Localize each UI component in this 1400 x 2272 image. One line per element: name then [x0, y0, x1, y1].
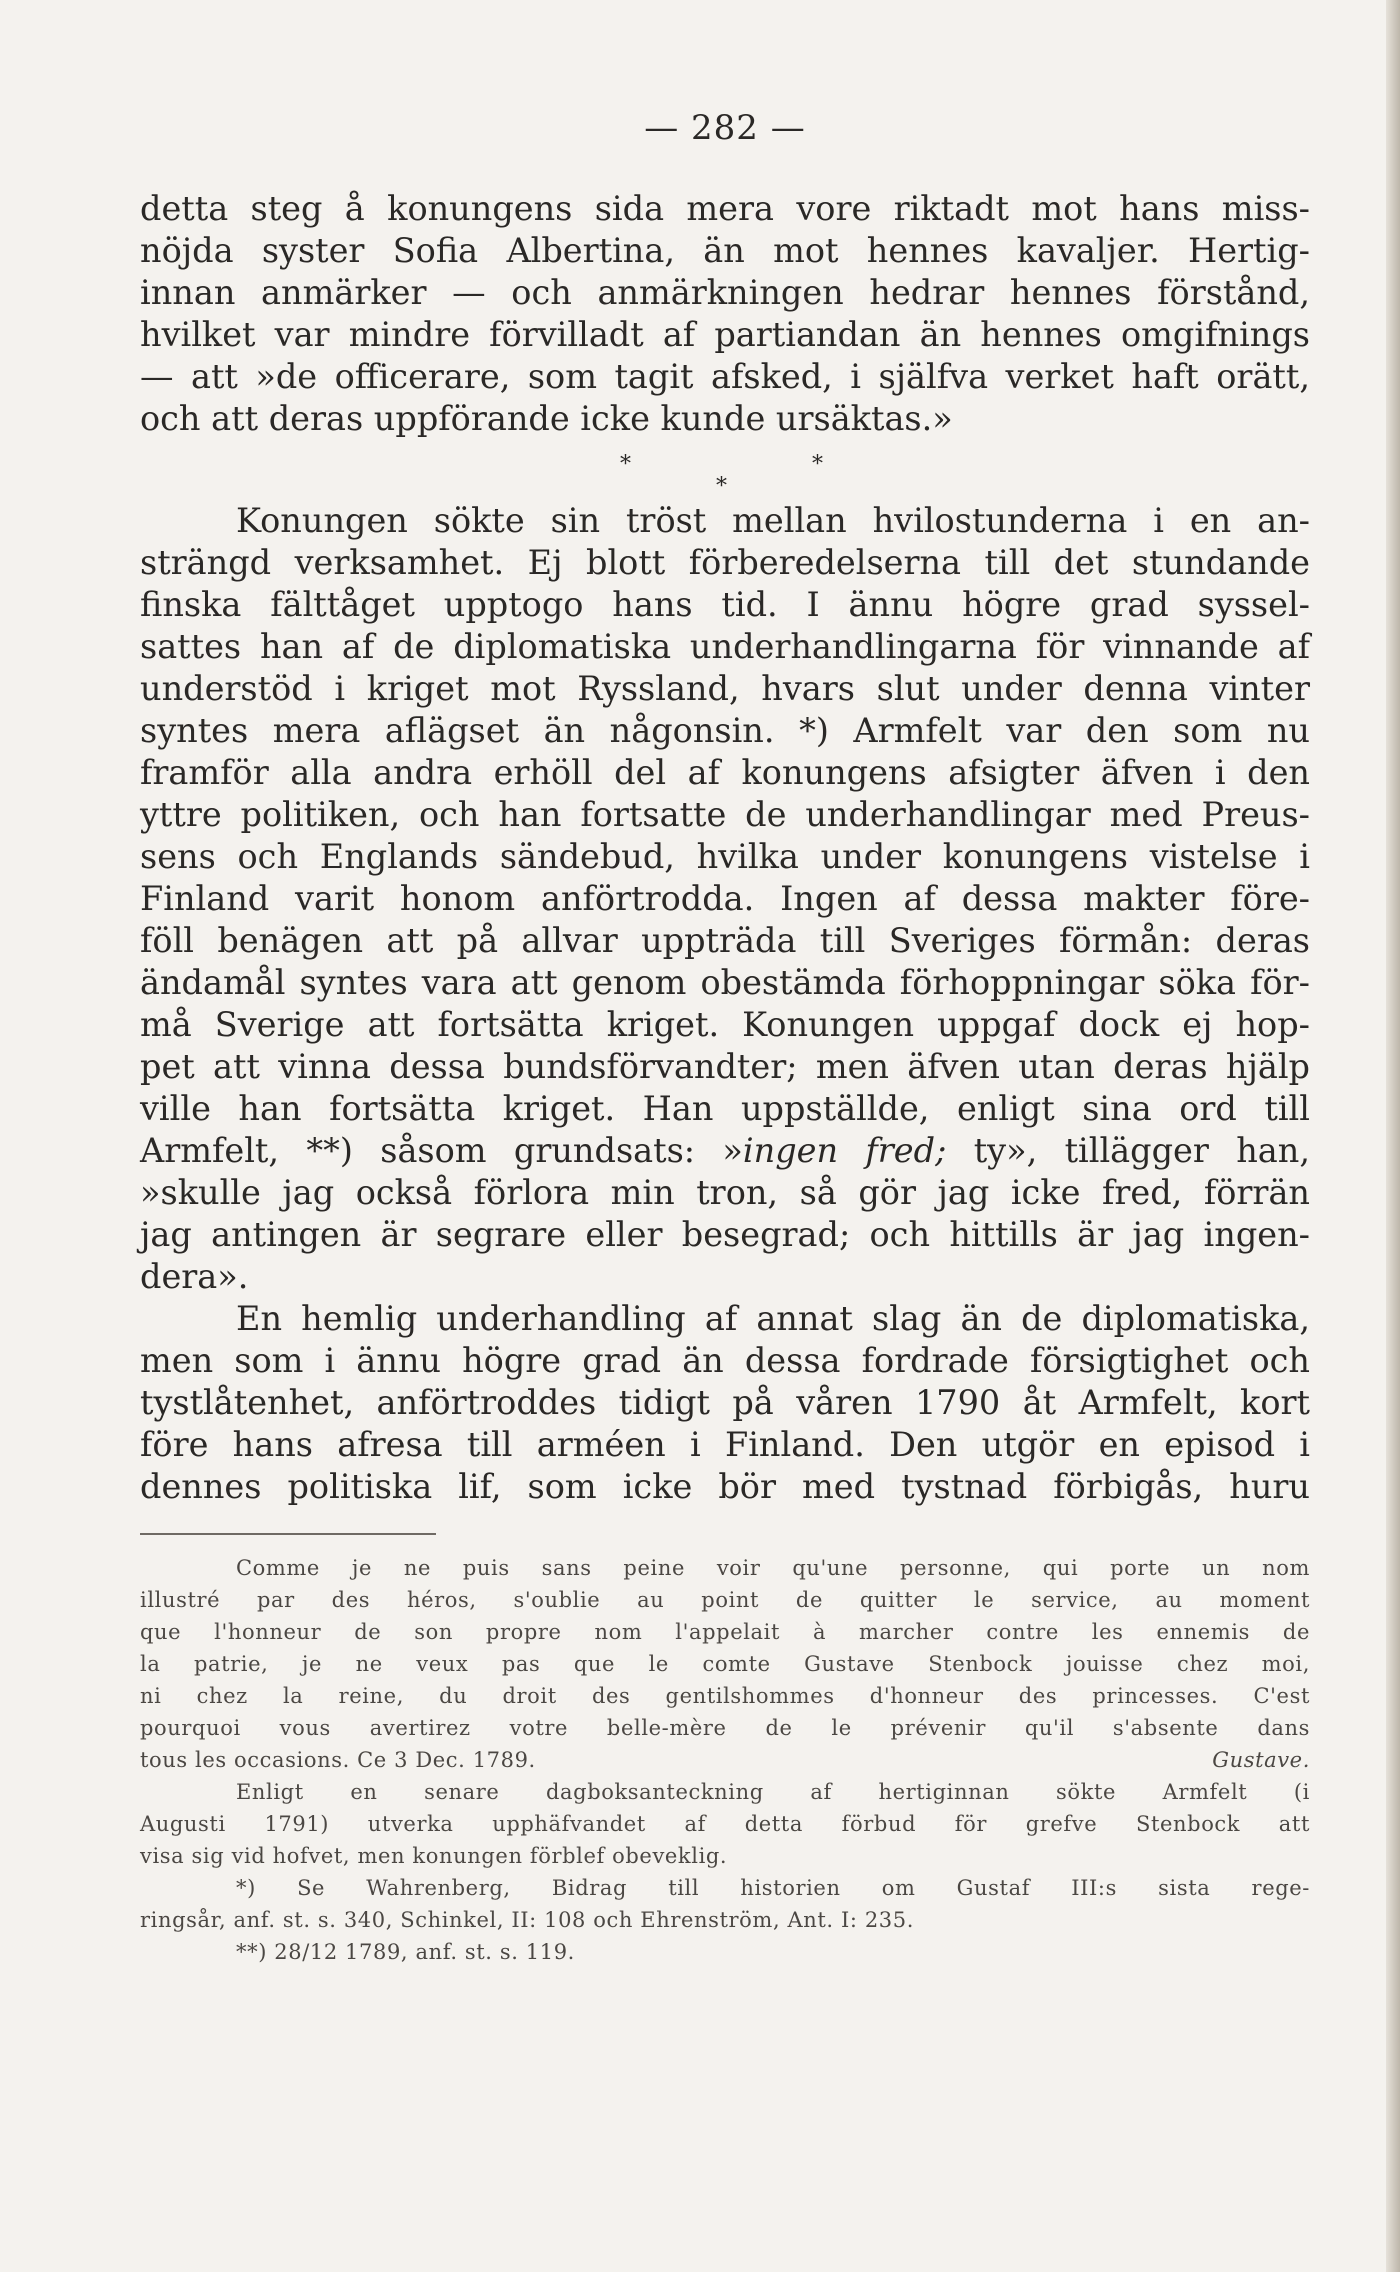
text-line: innan anmärker — och anmärkningen hedrar hennes förstånd,: [140, 273, 1310, 312]
footnote-diary: [140, 1776, 1310, 1872]
text-line: men som i ännu högre grad än dessa fordrade försigtighet och: [140, 1341, 1310, 1380]
text-line: — att »de officerare, som tagit afsked, i själfva verket haft orätt,: [140, 357, 1310, 396]
text-line: tystlåtenhet, anförtroddes tidigt på våren 1790 åt Armfelt, kort: [140, 1383, 1310, 1422]
main-text: [140, 188, 1310, 1508]
emphasis-ingen-fred: ingen fred;: [742, 1131, 947, 1170]
footnote-line: Augusti 1791) utverka upphäfvandet af detta förbud för grefve Stenbock att: [140, 1812, 1310, 1836]
footnote-line: pourquoi vous avertirez votre belle-mère de le prévenir qu'il s'absente dans: [140, 1716, 1310, 1740]
text-line: före hans afresa till arméen i Finland. Den utgör en episod i: [140, 1425, 1310, 1464]
page-edge-shadow: [1386, 0, 1400, 2272]
text-line: jag antingen är segrare eller besegrad; och hittills är jag ingen-: [140, 1215, 1310, 1254]
text-line: ville han fortsätta kriget. Han uppställde, enligt sina ord till: [140, 1089, 1310, 1128]
paragraph-2: [140, 500, 1310, 1298]
footnote-line: tous les occasions. Ce 3 Dec. 1789.: [140, 1748, 536, 1772]
text-line: Finland varit honom anförtrodda. Ingen af dessa makter före-: [140, 879, 1310, 918]
asterisk: *: [716, 474, 727, 499]
text-line-with-emphasis: [140, 1130, 1310, 1172]
text-line: Konungen sökte sin tröst mellan hvilostunderna i en an-: [236, 501, 1310, 540]
footnote-line: la patrie, je ne veux pas que le comte Gustave Stenbock jouisse chez moi,: [140, 1652, 1310, 1676]
footnote-quote: [140, 1552, 1310, 1776]
text-line: »skulle jag också förlora min tron, så gör jag icke fred, förrän: [140, 1173, 1310, 1212]
footnote-line: **) 28/12 1789, anf. st. s. 119.: [236, 1940, 575, 1964]
text-segment: ty», tillägger han,: [946, 1131, 1310, 1170]
footnote-rule: [140, 1533, 436, 1535]
text-line: dera».: [140, 1257, 249, 1296]
text-line: framför alla andra erhöll del af konungens afsigter äfven i den: [140, 753, 1310, 792]
text-line: yttre politiken, och han fortsatte de underhandlingar med Preus-: [140, 795, 1310, 834]
footnotes: [140, 1552, 1310, 1968]
text-line: strängd verksamhet. Ej blott förberedelserna till det stundande: [140, 543, 1310, 582]
footnote-line: Comme je ne puis sans peine voir qu'une personne, qui porte un nom: [236, 1556, 1310, 1580]
text-line: pet att vinna dessa bundsförvandter; men äfven utan deras hjälp: [140, 1047, 1310, 1086]
text-line: nöjda syster Sofia Albertina, än mot hennes kavaljer. Hertig-: [140, 231, 1310, 270]
footnote-line: ringsår, anf. st. s. 340, Schinkel, II: 108 och Ehrenström, Ant. I: 235.: [140, 1908, 914, 1932]
asterisk: *: [620, 452, 631, 477]
asterisk: *: [812, 452, 823, 477]
text-line: ändamål syntes vara att genom obestämda förhoppningar söka för-: [140, 963, 1310, 1002]
footnote-line: que l'honneur de son propre nom l'appelait à marcher contre les ennemis de: [140, 1620, 1310, 1644]
footnote-line: visa sig vid hofvet, men konungen förblef obeveklig.: [140, 1844, 728, 1868]
text-line: finska fälttåget upptogo hans tid. I ännu högre grad syssel-: [140, 585, 1310, 624]
text-line: föll benägen att på allvar uppträda till Sveriges förmån: deras: [140, 921, 1310, 960]
paragraph-1: [140, 188, 1310, 440]
footnote-line-with-signature: [140, 1744, 1310, 1776]
text-line: hvilket var mindre förvilladt af partiandan än hennes omgifnings: [140, 315, 1310, 354]
text-line: må Sverige att fortsätta kriget. Konungen uppgaf dock ej hop-: [140, 1005, 1310, 1044]
footnote-line: ni chez la reine, du droit des gentilshommes d'honneur des princesses. C'est: [140, 1684, 1310, 1708]
text-segment: Armfelt, **) såsom grundsats: »: [140, 1131, 743, 1170]
text-line: understöd i kriget mot Ryssland, hvars slut under denna vinter: [140, 669, 1310, 708]
footnote-line: Enligt en senare dagboksanteckning af hertiginnan sökte Armfelt (i: [236, 1780, 1310, 1804]
footnote-1: [140, 1872, 1310, 1936]
text-line: sens och Englands sändebud, hvilka under konungens vistelse i: [140, 837, 1310, 876]
text-line: och att deras uppförande icke kunde ursäktas.»: [140, 399, 953, 438]
signature-gustave: Gustave.: [1212, 1748, 1310, 1772]
footnote-line: *) Se Wahrenberg, Bidrag till historien om Gustaf III:s sista rege-: [236, 1876, 1310, 1900]
section-break-asterism: [140, 440, 1310, 500]
text-line: sattes han af de diplomatiska underhandlingarna för vinnande af: [140, 627, 1310, 666]
text-line: En hemlig underhandling af annat slag än de diplomatiska,: [236, 1299, 1310, 1338]
text-line: syntes mera aflägset än någonsin. *) Armfelt var den som nu: [140, 711, 1310, 750]
footnote-2: [140, 1936, 1310, 1968]
page-number: — 282 —: [644, 108, 806, 148]
paragraph-3: [140, 1298, 1310, 1508]
footnote-line: illustré par des héros, s'oublie au point de quitter le service, au moment: [140, 1588, 1310, 1612]
text-line: detta steg å konungens sida mera vore riktadt mot hans miss-: [140, 189, 1310, 228]
text-line: dennes politiska lif, som icke bör med tystnad förbigås, huru: [140, 1467, 1310, 1506]
